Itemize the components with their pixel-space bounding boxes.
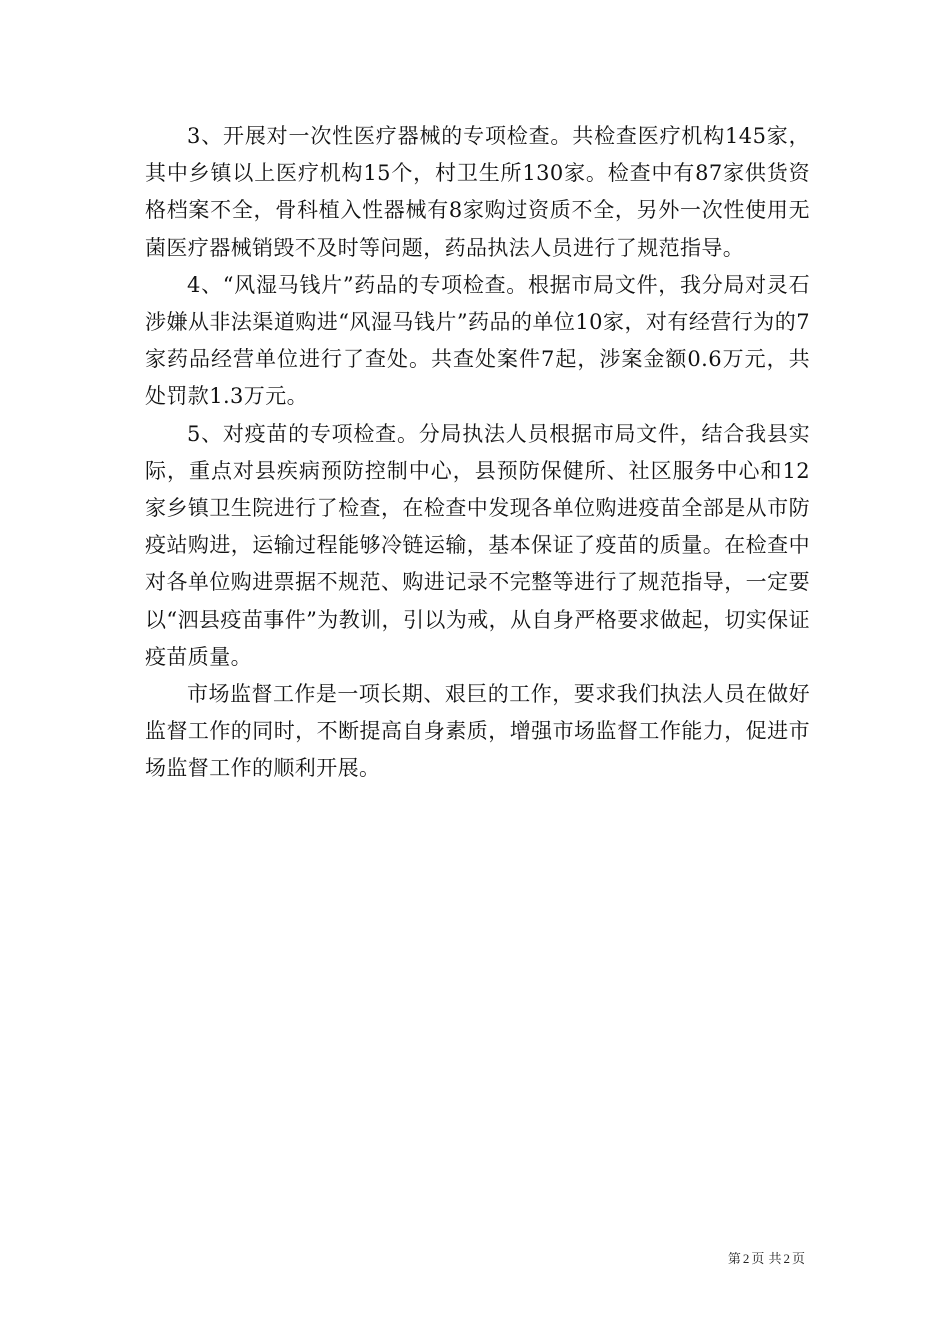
- page-number-footer: [728, 1248, 805, 1267]
- footer-middle: 页 共: [751, 1252, 782, 1267]
- total-page-number: 2: [783, 1251, 790, 1266]
- current-page-number: 2: [742, 1251, 750, 1266]
- footer-suffix: 页: [791, 1252, 805, 1267]
- document-body: [145, 118, 810, 788]
- paragraph-item-5-inspection: 5、对疫苗的专项检查。分局执法人员根据市局文件，结合我县实际，重点对县疾病预防控制中心，县预防保健所、社区服务中心和12家乡镇卫生院进行了检查，在检查中发现各单位购进疫苗全部是从市防疫站购进，运输过程能够冷链运输，基本保证了疫苗的质量。在检查中对各单位购进票据不规范、购进记录不完整等进行了规范指导，一定要以“泗县疫苗事件”为教训，引以为戒，从自身严格要求做起，切实保证疫苗质量。: [145, 421, 810, 669]
- footer-prefix: 第: [727, 1252, 741, 1267]
- paragraph-item-4-inspection: 4、“风湿马钱片”药品的专项检查。根据市局文件，我分局对灵石涉嫌从非法渠道购进“风湿马钱片”药品的单位10家，对有经营行为的7家药品经营单位进行了查处。共查处案件7起，涉案金额0.6万元，共处罚款1.3万元。: [145, 272, 810, 409]
- paragraph-conclusion: 市场监督工作是一项长期、艰巨的工作，要求我们执法人员在做好监督工作的同时，不断提高自身素质，增强市场监督工作能力，促进市场监督工作的顺利开展。: [145, 682, 810, 781]
- paragraph-item-3-inspection: 3、开展对一次性医疗器械的专项检查。共检查医疗机构145家，其中乡镇以上医疗机构15个，村卫生所130家。检查中有87家供货资格档案不全，骨科植入性器械有8家购过资质不全，另外一次性使用无菌医疗器械销毁不及时等问题，药品执法人员进行了规范指导。: [145, 124, 810, 260]
